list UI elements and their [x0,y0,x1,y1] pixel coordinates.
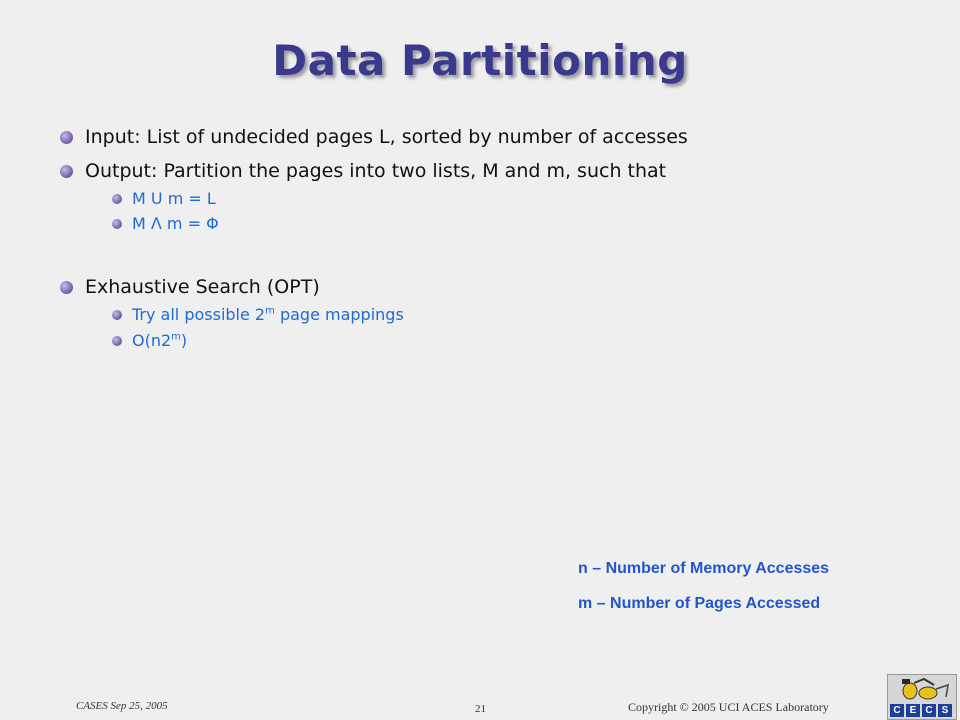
bullet-exhaustive-text: Exhaustive Search (OPT) [85,276,320,298]
sub-bullet-try-all [112,305,404,324]
slide-title: Data Partitioning [272,36,688,85]
footer-copyright: Copyright © 2005 UCI ACES Laboratory [628,700,829,714]
bullet-dot-icon [60,131,73,144]
bullet-output-text: Output: Partition the pages into two lists, M and m, such that [85,160,667,182]
sub-bullet-dot-icon [112,310,122,320]
logo-letter: C [922,704,936,717]
sub-bullet-dot-icon [112,194,122,204]
bullet-dot-icon [60,281,73,294]
footer-page-number: 21 [475,703,486,715]
sub-bullet-dot-icon [112,336,122,346]
bullet-exhaustive [60,276,320,298]
sub-bullet-intersection [112,214,219,233]
cecs-mascot-icon [888,675,956,705]
logo-letter: S [938,704,952,717]
logo-letter: E [906,704,920,717]
cecs-logo [887,674,957,720]
bullet-dot-icon [60,165,73,178]
sub-bullet-union-text: M U m = L [132,189,216,208]
sub-bullet-union [112,189,216,208]
sub-bullet-intersection-text: M Λ m = Φ [132,214,219,233]
legend-n-definition: n – Number of Memory Accesses [578,560,830,577]
logo-letter: C [890,704,904,717]
sub-bullet-complexity-text: O(n2$^m$) [132,331,188,350]
sub-bullet-dot-icon [112,219,122,229]
cecs-letters [890,704,952,717]
legend-m-definition: m – Number of Pages Accessed [578,595,821,612]
sub-bullet-try-all-text: Try all possible 2$^m$ page mappings [132,305,404,324]
bullet-output [60,160,666,182]
bullet-input-text: Input: List of undecided pages L, sorted by number of accesses [85,126,688,148]
bullet-input [60,126,688,148]
footer-conference: CASES Sep 25, 2005 [76,700,168,712]
sub-bullet-complexity [112,331,187,350]
